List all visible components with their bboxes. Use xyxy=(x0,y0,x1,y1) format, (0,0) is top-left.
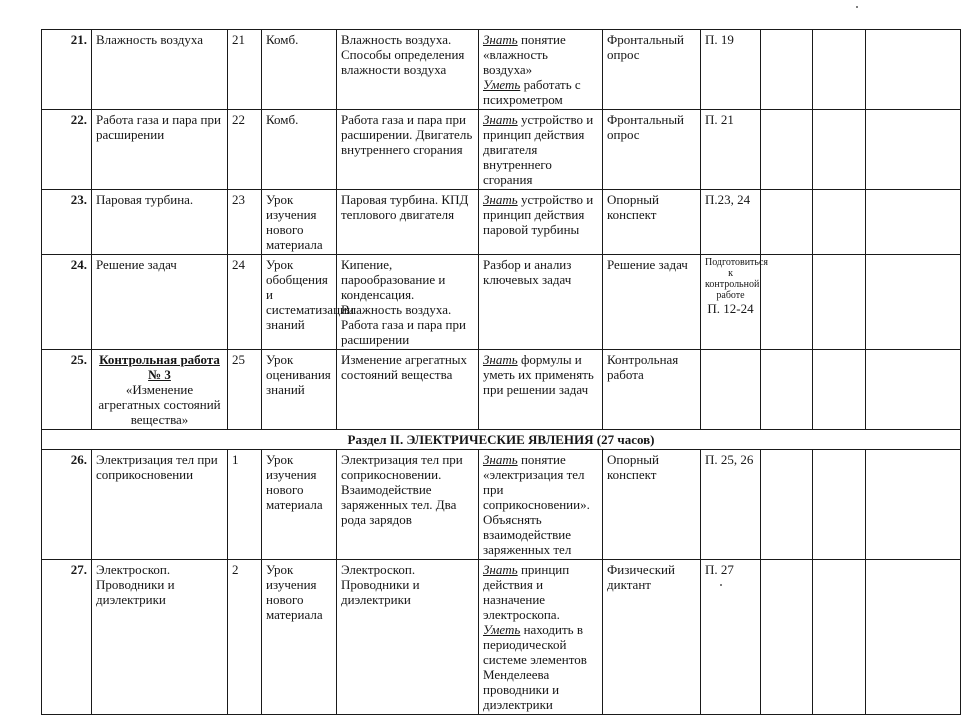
lesson-hour: 2 xyxy=(228,560,262,715)
lesson-control: Контрольная работа xyxy=(603,350,701,430)
empty-cell xyxy=(761,190,813,255)
lesson-type: Урок изучения нового материала xyxy=(262,450,337,560)
lesson-number: 21. xyxy=(42,30,92,110)
lesson-homework: П. 25, 26 xyxy=(701,450,761,560)
lesson-hour: 24 xyxy=(228,255,262,350)
lesson-hour: 23 xyxy=(228,190,262,255)
empty-cell xyxy=(761,30,813,110)
scan-speck xyxy=(856,6,858,8)
empty-cell xyxy=(813,110,866,190)
lesson-topic: Электроскоп. Проводники и диэлектрики xyxy=(92,560,228,715)
requirement-text: принцип действия и назначение электроскопа. xyxy=(483,562,570,622)
empty-cell xyxy=(761,350,813,430)
table-row xyxy=(42,450,961,560)
table-row xyxy=(42,255,961,350)
lesson-type: Урок оценивания знаний xyxy=(262,350,337,430)
lesson-requirements xyxy=(479,350,603,430)
scan-speck xyxy=(720,584,722,586)
lesson-control: Решение задач xyxy=(603,255,701,350)
requirement-lead: Уметь xyxy=(483,622,521,637)
requirement-text: понятие «влажность воздуха» xyxy=(483,32,566,77)
homework-pages: П. 12-24 xyxy=(707,301,754,316)
empty-cell xyxy=(813,450,866,560)
lesson-control: Фронтальный опрос xyxy=(603,30,701,110)
lesson-number: 26. xyxy=(42,450,92,560)
lesson-plan-table xyxy=(41,29,961,715)
requirement-lead: Знать xyxy=(483,32,518,47)
empty-cell xyxy=(866,255,961,350)
lesson-number: 23. xyxy=(42,190,92,255)
empty-cell xyxy=(813,30,866,110)
empty-cell xyxy=(866,350,961,430)
lesson-homework: П. 19 xyxy=(701,30,761,110)
lesson-control: Фронтальный опрос xyxy=(603,110,701,190)
lesson-requirements xyxy=(479,30,603,110)
section-row xyxy=(42,430,961,450)
test-subtitle: «Изменение агрегатных состояний вещества» xyxy=(98,382,221,427)
requirement-text: формулы и уметь их применять при решении задач xyxy=(483,352,594,397)
lesson-content: Работа газа и пара при расширении. Двигатель внутреннего сгорания xyxy=(337,110,479,190)
lesson-topic: Решение задач xyxy=(92,255,228,350)
lesson-content: Кипение, парообразование и конденсация. Влажность воздуха. Работа газа и пара при расширении xyxy=(337,255,479,350)
lesson-topic: Влажность воздуха xyxy=(92,30,228,110)
lesson-topic: Электризация тел при соприкосновении xyxy=(92,450,228,560)
empty-cell xyxy=(761,110,813,190)
table-row xyxy=(42,190,961,255)
empty-cell xyxy=(813,190,866,255)
lesson-number: 22. xyxy=(42,110,92,190)
lesson-content: Изменение агрегатных состояний вещества xyxy=(337,350,479,430)
table-row xyxy=(42,350,961,430)
lesson-type: Урок обобщения и систематизации знаний xyxy=(262,255,337,350)
lesson-homework: П. 21 xyxy=(701,110,761,190)
lesson-content: Паровая турбина. КПД теплового двигателя xyxy=(337,190,479,255)
lesson-requirements xyxy=(479,450,603,560)
lesson-hour: 22 xyxy=(228,110,262,190)
table-row xyxy=(42,30,961,110)
lesson-homework xyxy=(701,350,761,430)
empty-cell xyxy=(761,450,813,560)
lesson-type: Урок изучения нового материала xyxy=(262,560,337,715)
empty-cell xyxy=(813,560,866,715)
empty-cell xyxy=(866,450,961,560)
lesson-homework: П.23, 24 xyxy=(701,190,761,255)
requirement-lead: Знать xyxy=(483,112,518,127)
lesson-number: 24. xyxy=(42,255,92,350)
requirement-lead: Знать xyxy=(483,192,518,207)
lesson-number: 27. xyxy=(42,560,92,715)
lesson-hour: 21 xyxy=(228,30,262,110)
empty-cell xyxy=(813,255,866,350)
requirement-lead: Знать xyxy=(483,352,518,367)
lesson-hour: 1 xyxy=(228,450,262,560)
lesson-control: Физический диктант xyxy=(603,560,701,715)
requirement-text: устройство и принцип действия двигателя внутреннего сгорания xyxy=(483,112,594,187)
lesson-number: 25. xyxy=(42,350,92,430)
lesson-control: Опорный конспект xyxy=(603,190,701,255)
table-row xyxy=(42,110,961,190)
lesson-type: Комб. xyxy=(262,110,337,190)
lesson-content: Электризация тел при соприкосновении. Взаимодействие заряженных тел. Два рода зарядов xyxy=(337,450,479,560)
lesson-topic: Паровая турбина. xyxy=(92,190,228,255)
lesson-type: Комб. xyxy=(262,30,337,110)
lesson-homework: П. 27 xyxy=(701,560,761,715)
lesson-control: Опорный конспект xyxy=(603,450,701,560)
section-title: Раздел II. ЭЛЕКТРИЧЕСКИЕ ЯВЛЕНИЯ (27 часов) xyxy=(42,430,961,450)
requirement-lead: Уметь xyxy=(483,77,521,92)
homework-note: Подготовиться к контрольной работе xyxy=(705,257,769,301)
lesson-requirements xyxy=(479,560,603,715)
requirement-lead: Знать xyxy=(483,452,518,467)
empty-cell xyxy=(866,560,961,715)
empty-cell xyxy=(866,190,961,255)
requirement-text: понятие «электризация тел при соприкосновении». Объяснять взаимодействие заряженных тел xyxy=(483,452,590,557)
lesson-topic xyxy=(92,350,228,430)
lesson-homework xyxy=(701,255,769,350)
empty-cell xyxy=(761,255,813,350)
lesson-requirements xyxy=(479,110,603,190)
empty-cell xyxy=(761,560,813,715)
requirement-text: находить в периодической системе элементов Менделеева проводники и диэлектрики xyxy=(483,622,587,712)
test-title: Контрольная работа № 3 xyxy=(99,352,220,382)
requirement-lead: Знать xyxy=(483,562,518,577)
lesson-requirements: Разбор и анализ ключевых задач xyxy=(479,255,603,350)
lesson-topic: Работа газа и пара при расширении xyxy=(92,110,228,190)
lesson-type: Урок изучения нового материала xyxy=(262,190,337,255)
table-row xyxy=(42,560,961,715)
lesson-content: Влажность воздуха. Способы определения влажности воздуха xyxy=(337,30,479,110)
lesson-content: Электроскоп. Проводники и диэлектрики xyxy=(337,560,479,715)
empty-cell xyxy=(866,110,961,190)
lesson-requirements xyxy=(479,190,603,255)
requirement-text: устройство и принцип действия паровой турбины xyxy=(483,192,594,237)
empty-cell xyxy=(866,30,961,110)
empty-cell xyxy=(813,350,866,430)
requirement-text: работать с психрометром xyxy=(483,77,581,107)
lesson-hour: 25 xyxy=(228,350,262,430)
